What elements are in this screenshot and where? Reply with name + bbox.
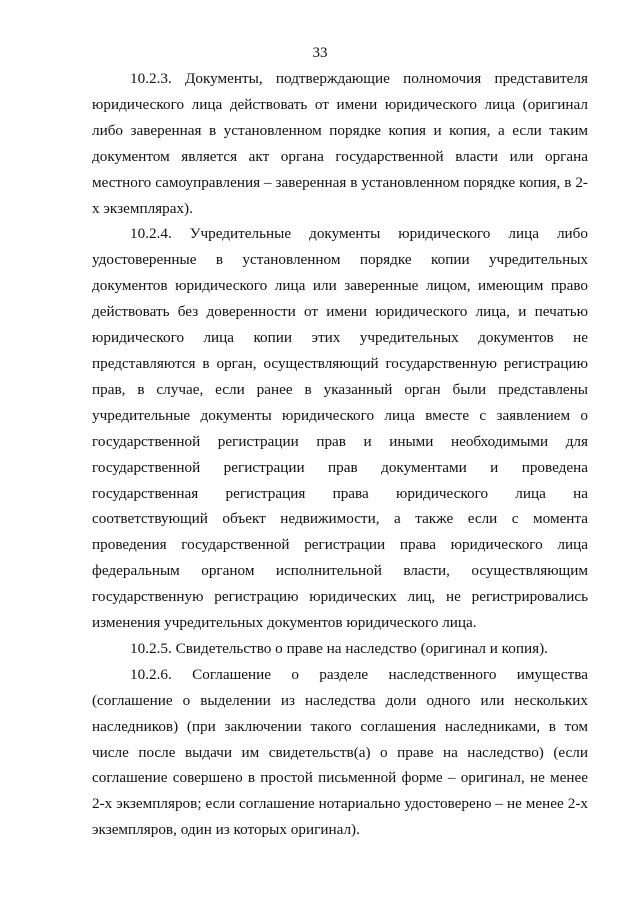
paragraph-10-2-5: 10.2.5. Свидетельство о праве на наследство (оригинал и копия). [130, 639, 548, 657]
paragraph-10-2-4: 10.2.4. Учредительные документы юридического лица либо удостоверенные в установленном порядке копии учредительных документов юридического лица или заверенные лицом, имеющим право действовать без доверенности от имени юридического лица, и печатью юридического лица копии этих учредительных документов не представляются в орган, осуществляющий государственную регистрацию прав, в случае, если ранее в указанный орган были представлены учредительные документы юридического лица вместе с заявлением о государственной регистрации прав и иными необходимыми для государственной регистрации прав документами и проведена государственная регистрация права юридического лица на соответствующий объект недвижимости, а также если с момента проведения государственной регистрации права юридического лица федеральным органом исполнительной власти, осуществляющим государственную регистрацию юридических лиц, не регистрировались изменения учредительных документов юридического лица. [92, 225, 588, 632]
paragraph-10-2-3: 10.2.3. Документы, подтверждающие полномочия представителя юридического лица действовать от имени юридического лица (оригинал либо заверенная в установленном порядке копия и копия, а если таким документом является акт органа государственной власти или органа местного самоуправления – заверенная в установленном порядке копия, в 2-х экземплярах). [92, 70, 588, 217]
paragraph-10-2-6: 10.2.6. Соглашение о разделе наследственного имущества (соглашение о выделении из наследства доли одного или нескольких наследников) (при заключении такого соглашения наследниками, в том числе после выдачи им свидетельств(а) о праве на наследство) (если соглашение совершено в простой письменной форме – оригинал, не менее 2-х экземпляров; если соглашение нотариально удостоверено – не менее 2-х экземпляров, один из которых оригинал). [92, 665, 588, 839]
document-body [92, 66, 588, 843]
page-number: 33 [312, 45, 328, 61]
